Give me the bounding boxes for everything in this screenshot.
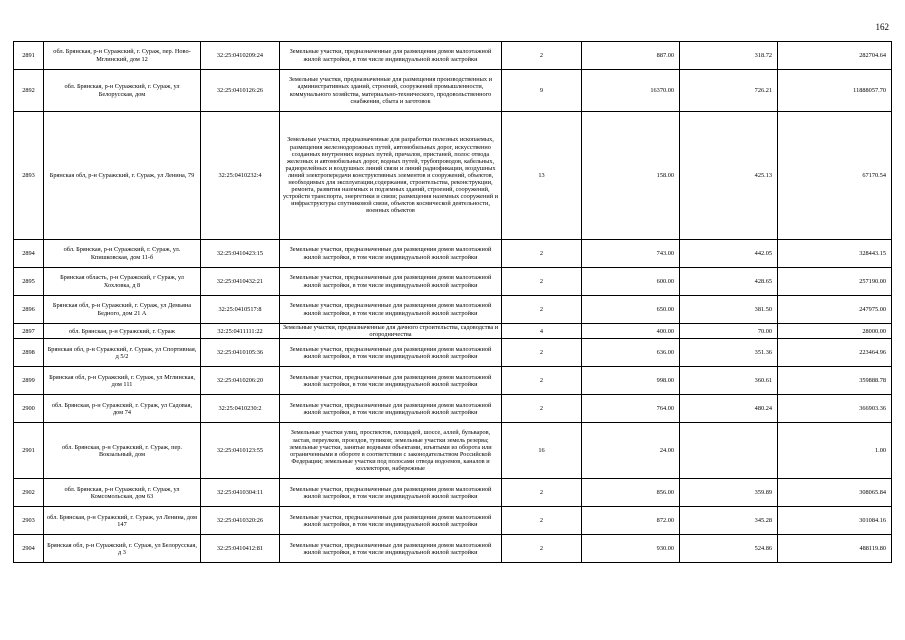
area-cell: 16370.00 — [582, 70, 680, 112]
address-cell: Брянская обл, р-н Суражский, г. Сураж, ул Демьяна Бедного, дом 21 А — [44, 296, 201, 324]
specific-value-cell: 425.13 — [680, 112, 778, 240]
row-number-cell: 2898 — [14, 339, 44, 367]
area-cell: 636.00 — [582, 339, 680, 367]
land-use-cell: Земельные участки, предназначенные для размещения домов малоэтажной жилой застройки, в том числе индивидуальной жилой застройки — [280, 296, 502, 324]
address-cell: обл. Брянская, р-н Суражский, г. Сураж, ул Комсомольская, дом 63 — [44, 479, 201, 507]
cadastral-number-cell: 32:25:0411111:22 — [201, 324, 280, 339]
area-cell: 24.00 — [582, 423, 680, 479]
land-use-cell: Земельные участки, предназначенные для размещения домов малоэтажной жилой застройки, в том числе индивидуальной жилой застройки — [280, 367, 502, 395]
cadastral-value-cell: 359888.78 — [778, 367, 892, 395]
area-cell: 872.00 — [582, 507, 680, 535]
cadastral-number-cell: 32:25:0410206:20 — [201, 367, 280, 395]
row-number-cell: 2903 — [14, 507, 44, 535]
row-number-cell: 2895 — [14, 268, 44, 296]
address-cell: Брянская область, р-н Суражский, г Сураж, ул Хохловка, д 8 — [44, 268, 201, 296]
cadastral-number-cell: 32:25:0410423:15 — [201, 240, 280, 268]
address-cell: обл. Брянская, р-н Суражский, г. Сураж — [44, 324, 201, 339]
cadastral-value-cell: 67170.54 — [778, 112, 892, 240]
land-use-cell: Земельные участки, предназначенные для размещения домов малоэтажной жилой застройки, в том числе индивидуальной жилой застройки — [280, 42, 502, 70]
table-row — [14, 535, 892, 563]
row-number-cell: 2891 — [14, 42, 44, 70]
group-number-cell: 4 — [502, 324, 582, 339]
row-number-cell: 2900 — [14, 395, 44, 423]
cadastral-value-cell: 28000.00 — [778, 324, 892, 339]
address-cell: обл. Брянская, р-н Суражский, г. Сураж, ул Ленина, дом 147 — [44, 507, 201, 535]
cadastral-number-cell: 32:25:0410123:55 — [201, 423, 280, 479]
specific-value-cell: 442.05 — [680, 240, 778, 268]
cadastral-value-cell: 282704.64 — [778, 42, 892, 70]
cadastral-number-cell: 32:25:0410232:4 — [201, 112, 280, 240]
land-use-cell: Земельные участки, предназначенные для размещения производственных и административных зданий, строений, сооружений промышленности, коммунального хозяйства, материально-технического, продовольственного снабжения, сбыта и заготовок — [280, 70, 502, 112]
group-number-cell: 2 — [502, 240, 582, 268]
row-number-cell: 2899 — [14, 367, 44, 395]
area-cell: 887.00 — [582, 42, 680, 70]
table-row — [14, 479, 892, 507]
area-cell: 856.00 — [582, 479, 680, 507]
table-row — [14, 112, 892, 240]
land-use-cell: Земельные участки, предназначенные для размещения домов малоэтажной жилой застройки, в том числе индивидуальной жилой застройки — [280, 395, 502, 423]
area-cell: 998.00 — [582, 367, 680, 395]
land-use-cell: Земельные участки, предназначенные для разработки полезных ископаемых, размещения железнодорожных путей, автомобильных дорог, искусственно созданных внутренних водных путей, причалов, пристаней, полос отвода железных и автомобильных дорог, водных путей, трубопроводов, кабельных, радиорелейных и воздушных линий связи и линий радиофикации, воздушных линий электропередачи конструктивных элементов и сооружений, объектов, необходимых для эксплуатации,содержания, строительства, реконструкции, ремонта, развития наземных и подземных зданий, строений, сооружений, устройств транспорта, энергетики и связи; размещения наземных сооружений и инфраструктуры спутниковой связи, объектов космической деятельности, военных объектов — [280, 112, 502, 240]
cadastral-value-cell: 328443.15 — [778, 240, 892, 268]
specific-value-cell: 480.24 — [680, 395, 778, 423]
area-cell: 650.00 — [582, 296, 680, 324]
land-use-cell: Земельные участки улиц, проспектов, площадей, шоссе, аллей, бульваров, застав, переулков, проездов, тупиков; земельные участки земель резерва; земельные участки, занятые водными объектами, изъятыми из оборота или ограниченными в обороте в соответствии с законодательством Российской Федерации; земельные участки под полосами отвода водоемов, каналов и коллекторов, набережные — [280, 423, 502, 479]
table-row — [14, 367, 892, 395]
land-use-cell: Земельные участки, предназначенные для размещения домов малоэтажной жилой застройки, в том числе индивидуальной жилой застройки — [280, 507, 502, 535]
group-number-cell: 2 — [502, 395, 582, 423]
specific-value-cell: 70.00 — [680, 324, 778, 339]
group-number-cell: 2 — [502, 339, 582, 367]
specific-value-cell: 318.72 — [680, 42, 778, 70]
address-cell: Брянская обл, р-н Суражский, г. Сураж, ул Белорусская, д 3 — [44, 535, 201, 563]
group-number-cell: 16 — [502, 423, 582, 479]
table-row — [14, 296, 892, 324]
table-row — [14, 395, 892, 423]
row-number-cell: 2897 — [14, 324, 44, 339]
specific-value-cell: 381.50 — [680, 296, 778, 324]
group-number-cell: 2 — [502, 507, 582, 535]
cadastral-value-table — [13, 41, 892, 563]
cadastral-number-cell: 32:25:0410412:81 — [201, 535, 280, 563]
group-number-cell: 9 — [502, 70, 582, 112]
cadastral-value-cell: 223464.96 — [778, 339, 892, 367]
cadastral-value-cell: 308065.84 — [778, 479, 892, 507]
land-use-cell: Земельные участки, предназначенные для дачного строительства, садоводства и огородничества — [280, 324, 502, 339]
cadastral-number-cell: 32:25:0410304:11 — [201, 479, 280, 507]
cadastral-number-cell: 32:25:0410209:24 — [201, 42, 280, 70]
cadastral-value-cell: 247975.00 — [778, 296, 892, 324]
address-cell: Брянская обл, р-н Суражский, г. Сураж, ул Ленина, 79 — [44, 112, 201, 240]
cadastral-number-cell: 32:25:0410105:36 — [201, 339, 280, 367]
cadastral-number-cell: 32:25:0410320:26 — [201, 507, 280, 535]
table-row — [14, 507, 892, 535]
specific-value-cell: 345.28 — [680, 507, 778, 535]
table-row — [14, 240, 892, 268]
address-cell: обл. Брянская, р-н Суражский, г. Сураж, ул. Кпишковская, дом 11-б — [44, 240, 201, 268]
area-cell: 930.00 — [582, 535, 680, 563]
cadastral-number-cell: 32:25:0410517:8 — [201, 296, 280, 324]
cadastral-value-cell: 366903.36 — [778, 395, 892, 423]
row-number-cell: 2896 — [14, 296, 44, 324]
specific-value-cell: 524.86 — [680, 535, 778, 563]
group-number-cell: 2 — [502, 367, 582, 395]
cadastral-value-cell: 301084.16 — [778, 507, 892, 535]
cadastral-number-cell: 32:25:0410432:21 — [201, 268, 280, 296]
specific-value-cell: 351.36 — [680, 339, 778, 367]
row-number-cell: 2901 — [14, 423, 44, 479]
specific-value-cell — [680, 423, 778, 479]
land-use-cell: Земельные участки, предназначенные для размещения домов малоэтажной жилой застройки, в том числе индивидуальной жилой застройки — [280, 339, 502, 367]
table-row — [14, 70, 892, 112]
row-number-cell: 2892 — [14, 70, 44, 112]
address-cell: обл. Брянская, р-н Суражский, г. Сураж, ул Белорусская, дом — [44, 70, 201, 112]
row-number-cell: 2894 — [14, 240, 44, 268]
row-number-cell: 2893 — [14, 112, 44, 240]
table-row — [14, 324, 892, 339]
cadastral-number-cell: 32:25:0410230:2 — [201, 395, 280, 423]
table-row — [14, 339, 892, 367]
group-number-cell: 2 — [502, 535, 582, 563]
address-cell: обл. Брянская, р-н Суражский, г. Сураж, ул Садовая, дом 74 — [44, 395, 201, 423]
group-number-cell: 2 — [502, 42, 582, 70]
group-number-cell: 2 — [502, 296, 582, 324]
specific-value-cell: 359.89 — [680, 479, 778, 507]
group-number-cell: 2 — [502, 268, 582, 296]
address-cell: Брянская обл, р-н Суражский, г. Сураж, ул Мглинская, дом 111 — [44, 367, 201, 395]
cadastral-number-cell: 32:25:0410126:26 — [201, 70, 280, 112]
area-cell: 743.00 — [582, 240, 680, 268]
cadastral-value-cell: 1.00 — [778, 423, 892, 479]
cadastral-value-cell: 257190.00 — [778, 268, 892, 296]
area-cell: 764.00 — [582, 395, 680, 423]
area-cell: 600.00 — [582, 268, 680, 296]
specific-value-cell: 428.65 — [680, 268, 778, 296]
specific-value-cell: 726.21 — [680, 70, 778, 112]
row-number-cell: 2904 — [14, 535, 44, 563]
land-use-cell: Земельные участки, предназначенные для размещения домов малоэтажной жилой застройки, в том числе индивидуальной жилой застройки — [280, 479, 502, 507]
row-number-cell: 2902 — [14, 479, 44, 507]
land-use-cell: Земельные участки, предназначенные для размещения домов малоэтажной жилой застройки, в том числе индивидуальной жилой застройки — [280, 268, 502, 296]
area-cell: 400.00 — [582, 324, 680, 339]
address-cell: обл. Брянская, р-н Суражский, г. Сураж, пер. Ново-Мглинский, дом 12 — [44, 42, 201, 70]
page-number: 162 — [875, 22, 889, 32]
table-row — [14, 423, 892, 479]
table-body — [14, 42, 892, 563]
specific-value-cell: 360.61 — [680, 367, 778, 395]
table-row — [14, 268, 892, 296]
group-number-cell: 13 — [502, 112, 582, 240]
address-cell: Брянская обл, р-н Суражский, г. Сураж, ул Спортивная, д 5/2 — [44, 339, 201, 367]
address-cell: обл. Брянская, р-н Суражский, г. Сураж, пер. Вокзальный, дом — [44, 423, 201, 479]
cadastral-value-cell: 11888057.70 — [778, 70, 892, 112]
table-row — [14, 42, 892, 70]
group-number-cell: 2 — [502, 479, 582, 507]
land-use-cell: Земельные участки, предназначенные для размещения домов малоэтажной жилой застройки, в том числе индивидуальной жилой застройки — [280, 535, 502, 563]
cadastral-value-cell: 488119.80 — [778, 535, 892, 563]
land-use-cell: Земельные участки, предназначенные для размещения домов малоэтажной жилой застройки, в том числе индивидуальной жилой застройки — [280, 240, 502, 268]
area-cell: 158.00 — [582, 112, 680, 240]
